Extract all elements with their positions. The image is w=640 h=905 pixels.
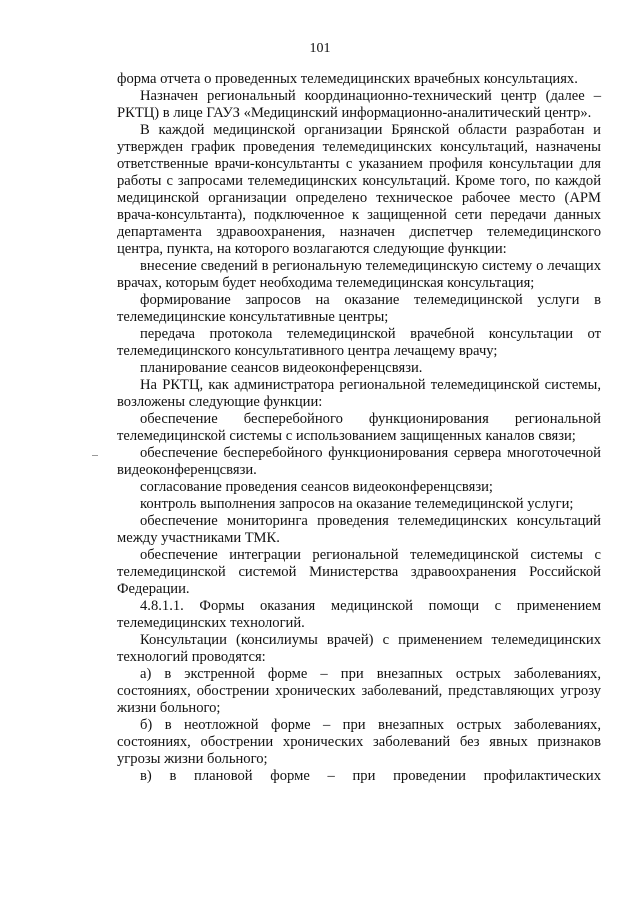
paragraph: обеспечение бесперебойного функционирования региональной телемедицинской системы с использованием защищенных каналов связи; (117, 411, 601, 444)
paragraph: передача протокола телемедицинской врачебной консультации от телемедицинского консультативного центра лечащему врачу; (117, 326, 601, 359)
paragraph: согласование проведения сеансов видеоконференцсвязи; (140, 479, 493, 495)
paragraph: в) в плановой форме – при проведении профилактических (140, 768, 601, 784)
paragraph: обеспечение интеграции региональной телемедицинской системы с телемедицинской системой Министерства здравоохранения Российской Федерации. (117, 547, 601, 597)
paragraph: обеспечение мониторинга проведения телемедицинских консультаций между участниками ТМК. (117, 513, 601, 546)
paragraph: Консультации (консилиумы врачей) с применением телемедицинских технологий проводятся: (117, 632, 601, 665)
paragraph: планирование сеансов видеоконференцсвязи. (140, 360, 423, 376)
page-number: 101 (309, 41, 331, 56)
paragraph: а) в экстренной форме – при внезапных острых заболеваниях, состояниях, обострении хронических заболеваний, представляющих угрозу жизни больного; (117, 666, 601, 716)
paragraph: В каждой медицинской организации Брянской области разработан и утвержден график проведения телемедицинских консультаций, назначены ответственные врачи-консультанты с указанием профиля консультации для работы с запросами телемедицинских консультаций. Кроме того, по каждой медицинской организации определено техническое рабочее место (АРМ врача-консультанта), подключенное к защищенной сети передачи данных департамента здравоохранения, назначен диспетчер телемедицинского центра, пункта, на которого возлагаются следующие функции: (117, 122, 601, 257)
paragraph: форма отчета о проведенных телемедицинских врачебных консультациях. (117, 71, 578, 87)
paragraph: Назначен региональный координационно-технический центр (далее – РКТЦ) в лице ГАУЗ «Медицинский информационно-аналитический центр». (117, 88, 601, 121)
paragraph: формирование запросов на оказание телемедицинской услуги в телемедицинские консультативные центры; (117, 292, 601, 325)
scan-mark (92, 455, 98, 456)
paragraph: б) в неотложной форме – при внезапных острых заболеваниях, состояниях, обострении хронических заболеваний без явных признаков угрозы жизни больного; (117, 717, 601, 767)
paragraph: контроль выполнения запросов на оказание телемедицинской услуги; (140, 496, 574, 512)
paragraph: На РКТЦ, как администратора региональной телемедицинской системы, возложены следующие функции: (117, 377, 601, 410)
document-body (117, 71, 601, 785)
paragraph: 4.8.1.1. Формы оказания медицинской помощи с применением телемедицинских технологий. (117, 598, 601, 631)
paragraph: обеспечение бесперебойного функционирования сервера многоточечной видеоконференцсвязи. (117, 445, 601, 478)
paragraph: внесение сведений в региональную телемедицинскую систему о лечащих врачах, которым будет необходима телемедицинская консультация; (117, 258, 601, 291)
